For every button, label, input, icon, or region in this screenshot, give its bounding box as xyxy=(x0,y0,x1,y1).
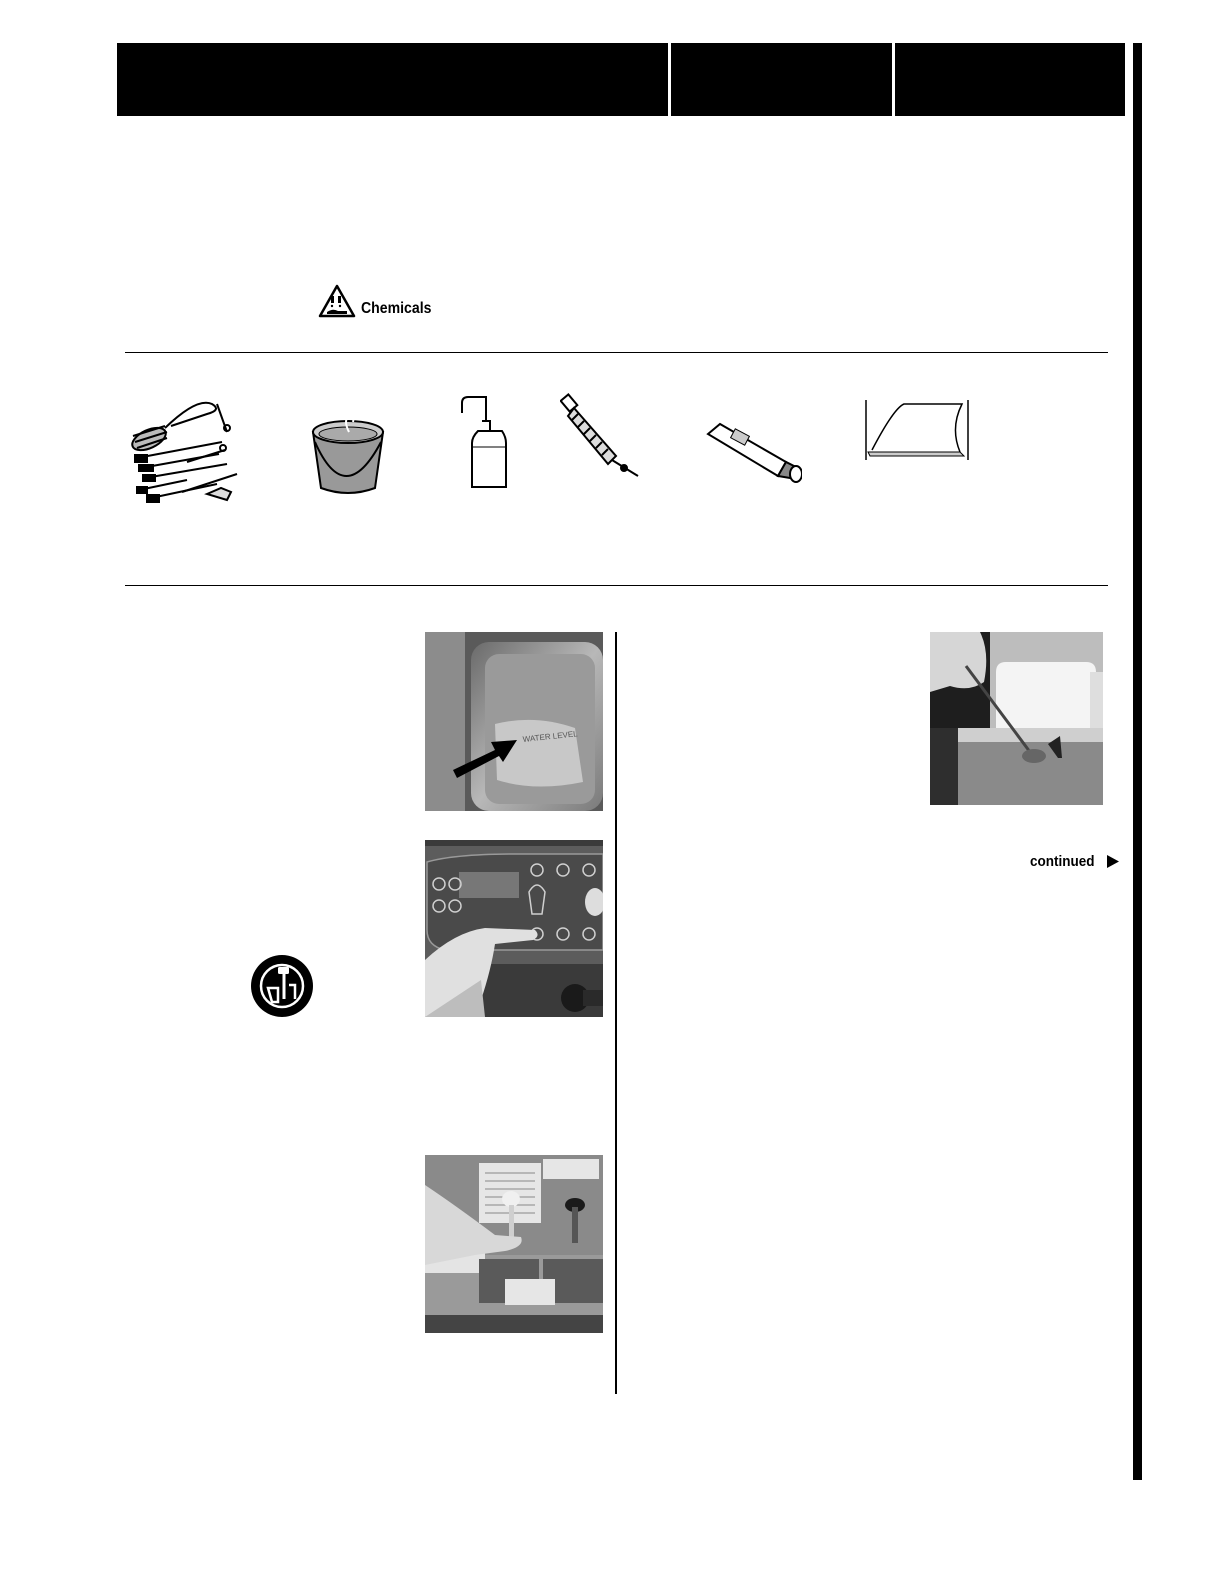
lubricant-tube-icon xyxy=(706,420,802,484)
tool-icon xyxy=(251,955,313,1017)
control-panel-photo xyxy=(425,840,603,1017)
squeeze-bottle-icon xyxy=(458,395,510,491)
section-rule xyxy=(125,352,1108,353)
section-rule xyxy=(125,585,1108,586)
brush-kit-icon xyxy=(127,392,249,504)
chemical-hazard-icon xyxy=(318,284,356,318)
continued-label: continued xyxy=(1030,853,1095,870)
ladle-hopper-photo xyxy=(930,632,1103,805)
hopper-water-level-photo xyxy=(425,632,603,811)
header-divider xyxy=(668,43,671,116)
continued-indicator xyxy=(1030,853,1119,870)
column-divider xyxy=(615,632,617,1394)
spring-tool-icon xyxy=(560,392,644,480)
chemicals-label: Chemicals xyxy=(361,300,432,317)
water-level-mark: WATER LEVEL xyxy=(522,729,579,744)
chemicals-warning xyxy=(318,284,441,318)
play-arrow-icon xyxy=(1107,855,1119,868)
sanitizing-wipe-icon xyxy=(864,398,972,462)
header-bar xyxy=(117,43,1125,116)
draw-handle-photo xyxy=(425,1155,603,1333)
bucket-icon xyxy=(305,410,391,496)
edge-tab-bar xyxy=(1133,43,1142,1480)
header-divider xyxy=(892,43,895,116)
